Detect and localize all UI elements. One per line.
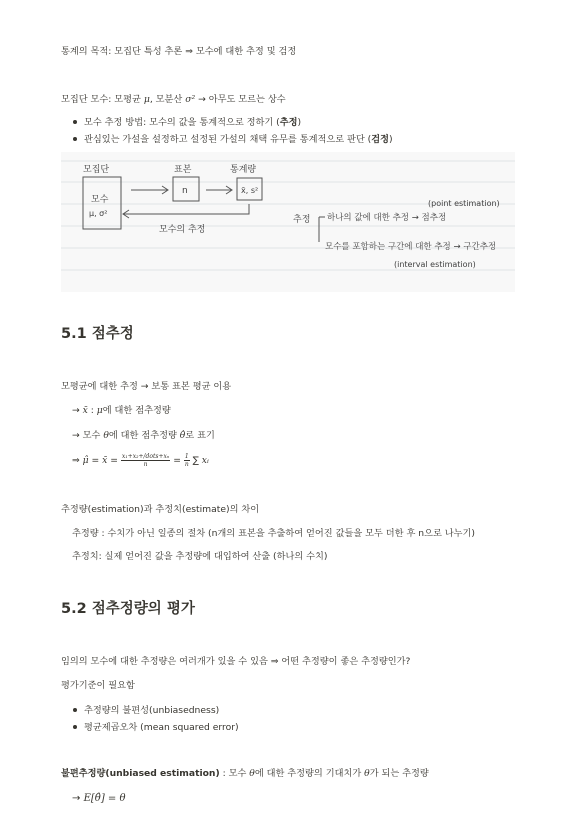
- bold-term: 불편추정량(unbiased estimation): [61, 768, 220, 779]
- text: 어떤 추정량이 좋은 추정량인가?: [281, 656, 411, 667]
- text: 임의의 모수에 대한 추정량은 여러개가 있을 수 있음: [61, 656, 268, 667]
- text: 보통 표본 평균 이용: [151, 381, 232, 392]
- bullet-estimation: [84, 116, 301, 129]
- theta-hat-argument: [θ̂]: [90, 793, 105, 804]
- theta-symbol: θ: [119, 793, 126, 804]
- label-point-en: (point estimation): [428, 199, 500, 208]
- label-interval-line: 모수를 포함하는 구간에 대한 추정 → 구간추정: [325, 242, 497, 252]
- theta-hat-symbol: θ̂: [179, 430, 186, 441]
- label-stat-values: x̄, s²: [241, 186, 259, 195]
- colon: :: [90, 405, 94, 416]
- estimate-definition: 추정치: 실제 얻어진 값을 추정량에 대입하여 산출 (하나의 수치): [72, 551, 328, 562]
- bullet-dot: [73, 137, 77, 141]
- xi-symbol: xᵢ: [201, 455, 209, 466]
- mean-estimator-equation: [72, 453, 209, 469]
- equals: =: [107, 793, 117, 804]
- xbar-symbol: x̄: [102, 455, 108, 466]
- expectation-symbol: E: [83, 793, 91, 804]
- one-over-n-fraction: [184, 453, 190, 468]
- bullet-text: 모수 추정 방법: 모수의 값을 통계적으로 정하기 (: [84, 117, 280, 128]
- fraction-denominator: n: [143, 461, 148, 468]
- label-estimation: 추정: [293, 215, 311, 225]
- section-title-evaluation: 5.2 점추정량의 평가: [61, 601, 195, 617]
- fraction-numerator: x₁+x₂+/dots+xₙ: [121, 453, 170, 460]
- params-suffix: 아무도 모르는 상수: [208, 94, 286, 105]
- label-param-values: μ, σ²: [89, 209, 108, 218]
- mu-hat-symbol: μ̂: [82, 455, 89, 466]
- bullet-dot: [73, 708, 77, 712]
- theta-symbol: θ: [364, 768, 370, 779]
- mean-estimation-line: [61, 380, 231, 393]
- theta-symbol: θ: [103, 430, 109, 441]
- equals: =: [173, 455, 181, 466]
- label-estimate-of-param: 모수의 추정: [159, 225, 206, 235]
- estimator-definition: 추정량 : 수치가 아닌 일종의 절차 (n개의 표본을 추출하여 얻어진 값들을 모두 더한 후 n으로 나누기): [72, 528, 475, 539]
- xbar-symbol: x̄: [82, 405, 88, 416]
- label-interval-en: (interval estimation): [394, 260, 476, 269]
- right-arrow: →: [140, 381, 149, 392]
- label-sample: 표본: [174, 165, 192, 175]
- text: 에 대한 점추정량: [102, 405, 171, 416]
- label-param: 모수: [91, 195, 109, 205]
- text: 가 되는 추정량: [369, 768, 429, 779]
- theta-hat-line: [72, 429, 215, 442]
- label-n: n: [182, 186, 188, 196]
- xbar-line: [72, 404, 171, 417]
- estimator-vs-estimate-title: 추정량(estimation)과 추정치(estimate)의 차이: [61, 504, 260, 515]
- right-arrow: →: [72, 793, 81, 804]
- bullet-close: ): [389, 134, 393, 145]
- criteria-needed-line: 평가기준이 필요함: [61, 680, 135, 691]
- text: : 모수: [219, 768, 247, 779]
- text: 모수: [82, 430, 101, 441]
- mu-symbol: μ: [143, 94, 150, 105]
- right-arrow: →: [198, 94, 206, 105]
- purpose-suffix: 모수에 대한 추정 및 검정: [195, 46, 297, 57]
- purpose-line: [61, 45, 296, 58]
- equals: =: [91, 455, 100, 466]
- implies-arrow: ⇒: [185, 46, 193, 57]
- implies-arrow: ⇒: [270, 656, 279, 667]
- label-statistic: 통계량: [230, 165, 257, 175]
- text: 로 표기: [185, 430, 215, 441]
- sum-symbol: ∑: [192, 455, 199, 466]
- bullet-mse: 평균제곱오차 (mean squared error): [84, 722, 239, 733]
- text: 에 대한 추정량의 기대치가: [254, 768, 362, 779]
- right-arrow: →: [72, 430, 80, 441]
- theta-symbol: θ: [249, 768, 255, 779]
- bullet-bold: 추정: [279, 117, 298, 128]
- right-arrow: →: [72, 405, 80, 416]
- params-line: [61, 93, 286, 106]
- unbiased-equation: [72, 792, 126, 805]
- text: 에 대한 점추정량: [108, 430, 177, 441]
- text: 모평균에 대한 추정: [61, 381, 138, 392]
- mu-symbol: μ: [96, 405, 103, 416]
- params-mid: , 모분산: [149, 94, 183, 105]
- unbiased-definition-line: [61, 767, 429, 780]
- bullet-testing: [84, 133, 393, 146]
- sketch-drawing: [61, 152, 515, 292]
- section-title-point-estimation: 5.1 점추정: [61, 326, 134, 342]
- implies-arrow: ⇒: [72, 455, 80, 466]
- handwritten-sketch: [61, 152, 515, 292]
- bullet-unbiasedness: 추정량의 불편성(unbiasedness): [84, 705, 220, 716]
- sum-fraction: [121, 453, 170, 468]
- bullet-dot: [73, 120, 77, 124]
- bullet-bold: 검정: [371, 134, 390, 145]
- fraction-numerator: 1: [184, 453, 189, 460]
- sigma2-symbol: σ²: [185, 94, 196, 105]
- equals: =: [110, 455, 118, 466]
- fraction-denominator: n: [184, 461, 189, 468]
- purpose-prefix: 통계의 목적: 모집단 특성 추론: [61, 46, 183, 57]
- label-population: 모집단: [83, 165, 110, 175]
- many-estimators-line: [61, 655, 410, 668]
- bullet-text: 관심있는 가설을 설정하고 설정된 가설의 채택 유무를 통계적으로 판단 (: [84, 134, 372, 145]
- bullet-close: ): [297, 117, 302, 128]
- bullet-dot: [73, 725, 77, 729]
- label-point-line: 하나의 값에 대한 추정 → 점추정: [327, 213, 447, 223]
- params-prefix: 모집단 모수: 모평균: [61, 94, 141, 105]
